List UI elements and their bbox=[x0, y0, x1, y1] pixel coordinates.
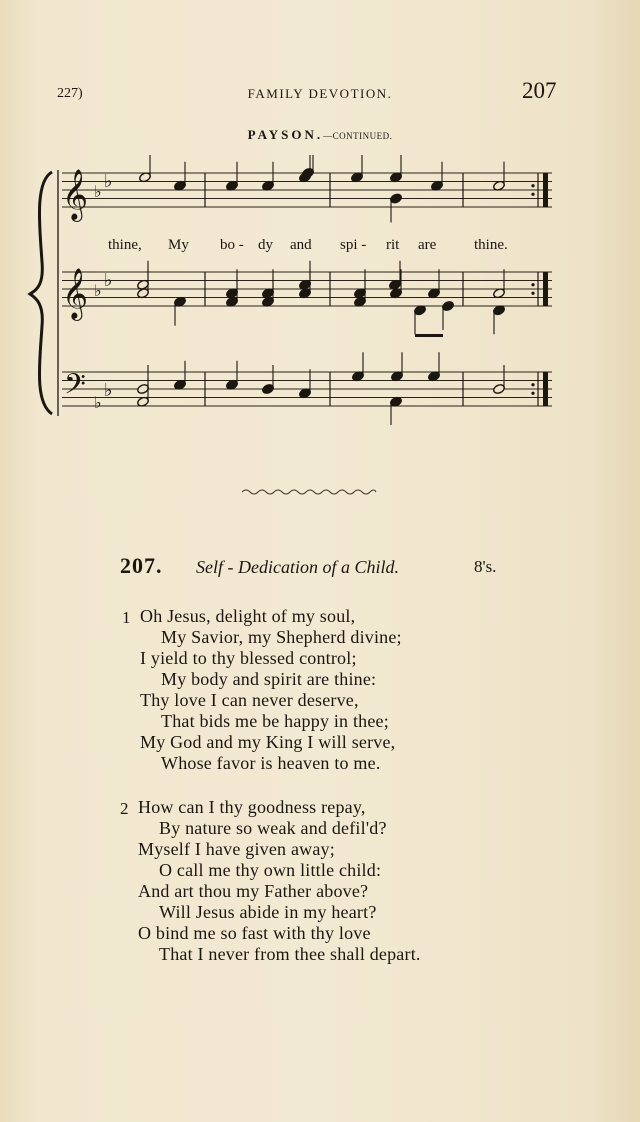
tune-heading bbox=[0, 127, 640, 143]
running-header bbox=[0, 80, 640, 110]
verse-number: 2 bbox=[120, 799, 129, 818]
final-bar-thick bbox=[543, 372, 548, 406]
verse-line: That I never from thee shall depart. bbox=[159, 944, 421, 964]
repeat-dot bbox=[531, 283, 534, 286]
running-title: FAMILY DEVOTION. bbox=[247, 86, 393, 101]
verse-line: My body and spirit are thine: bbox=[161, 669, 377, 689]
hymn-title: Self - Dedication of a Child. bbox=[196, 557, 399, 577]
repeat-dot bbox=[531, 193, 534, 196]
verse-number: 1 bbox=[122, 608, 131, 627]
treble-clef-icon: 𝄞 bbox=[62, 268, 89, 319]
lyric-syllable: dy bbox=[258, 237, 273, 253]
continued-label: —CONTINUED. bbox=[323, 131, 393, 141]
bass-clef-icon: 𝄢 bbox=[64, 368, 86, 408]
verse-line: Oh Jesus, delight of my soul, bbox=[140, 606, 356, 626]
tune-name: PAYSON. bbox=[247, 127, 324, 142]
repeat-dot bbox=[531, 383, 534, 386]
music-lyrics bbox=[0, 237, 640, 259]
flat-icon: ♭ bbox=[104, 380, 113, 401]
lyric-syllable: are bbox=[418, 237, 437, 253]
verse-line: My Savior, my Shepherd divine; bbox=[161, 627, 402, 647]
hymn-number: 207. bbox=[120, 553, 163, 578]
lyric-syllable: spi - bbox=[340, 237, 367, 253]
flat-icon: ♭ bbox=[104, 171, 113, 192]
hymn-meter: 8's. bbox=[474, 557, 497, 576]
music-score bbox=[0, 155, 640, 425]
verse-line: I yield to thy blessed control; bbox=[140, 648, 357, 668]
verse-line: Whose favor is heaven to me. bbox=[161, 753, 381, 773]
verse-line: My God and my King I will serve, bbox=[140, 732, 396, 752]
verse-line: By nature so weak and defil'd? bbox=[159, 818, 387, 838]
note-beam bbox=[415, 334, 443, 337]
verse-line: O bind me so fast with thy love bbox=[138, 923, 371, 943]
verse-line: That bids me be happy in thee; bbox=[161, 711, 389, 731]
verse-line: Will Jesus abide in my heart? bbox=[159, 902, 377, 922]
treble-clef-icon: 𝄞 bbox=[62, 169, 89, 220]
verse-line: How can I thy goodness repay, bbox=[138, 797, 366, 817]
lyric-syllable: and bbox=[290, 237, 312, 253]
flat-icon: ♭ bbox=[94, 182, 102, 201]
verse-line: Thy love I can never deserve, bbox=[140, 690, 359, 710]
decorative-rule bbox=[240, 486, 380, 498]
repeat-dot bbox=[531, 392, 534, 395]
lyric-syllable: bo - bbox=[220, 237, 244, 253]
flat-icon: ♭ bbox=[94, 393, 102, 412]
hymn-heading bbox=[0, 553, 640, 585]
flat-icon: ♭ bbox=[94, 281, 102, 300]
final-bar-thick bbox=[543, 173, 548, 207]
repeat-dot bbox=[531, 184, 534, 187]
lyric-syllable: thine. bbox=[474, 237, 508, 253]
page-number: 207 bbox=[522, 78, 557, 103]
flat-icon: ♭ bbox=[104, 270, 113, 291]
lyric-syllable: rit bbox=[386, 237, 400, 253]
lyric-syllable: My bbox=[168, 237, 189, 253]
previous-page-reference: 227) bbox=[57, 86, 83, 101]
repeat-dot bbox=[531, 292, 534, 295]
verse-line: And art thou my Father above? bbox=[138, 881, 369, 901]
lyric-syllable: thine, bbox=[108, 237, 142, 253]
final-bar-thick bbox=[543, 272, 548, 306]
verse-line: Myself I have given away; bbox=[138, 839, 335, 859]
system-brace bbox=[30, 172, 52, 414]
verse-line: O call me thy own little child: bbox=[159, 860, 382, 880]
